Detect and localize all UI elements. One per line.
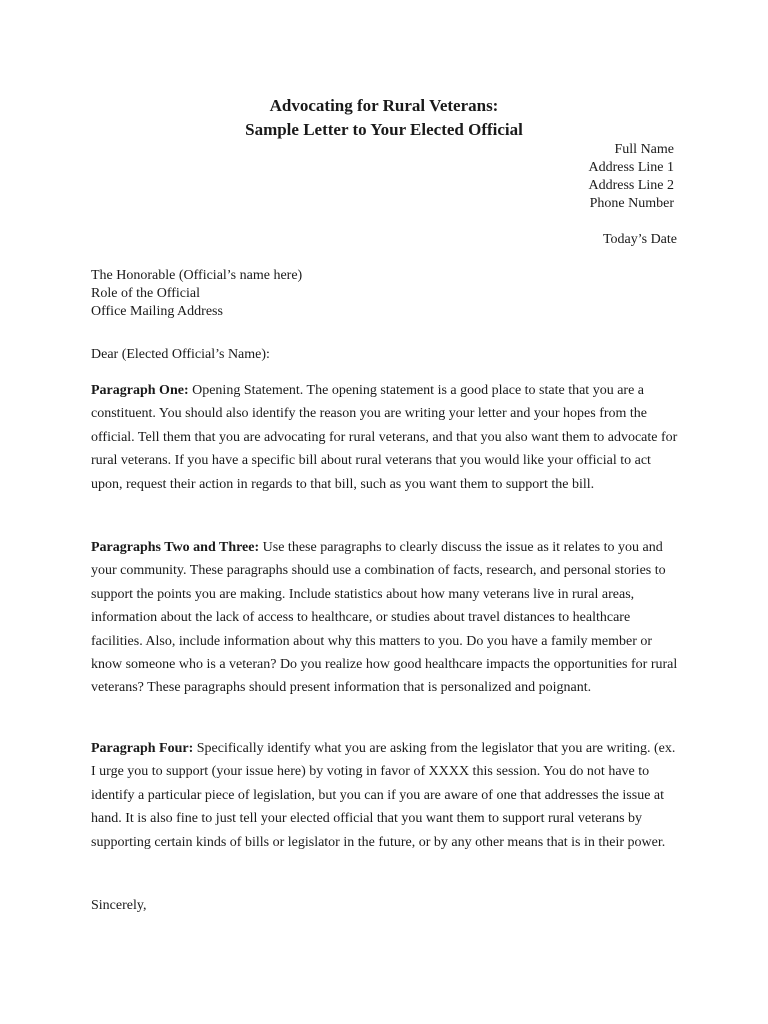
paragraph-one-heading: Paragraph One: [91, 383, 189, 398]
paragraph-four-heading: Paragraph Four: [91, 741, 194, 756]
sender-address-block [588, 141, 674, 213]
recipient-role: Role of the Official [91, 286, 200, 301]
sender-full-name: Full Name [614, 142, 674, 157]
recipient-name: The Honorable (Official’s name here) [91, 268, 303, 283]
paragraph-one [91, 379, 681, 496]
sender-phone-number: Phone Number [589, 196, 674, 211]
paragraphs-two-three [91, 536, 681, 700]
paragraph-one-text: Opening Statement. The opening statement is a good place to state that you are a constituent. You should also identify the reason you are writing your letter and your hopes from the official. Tell them that you are advocating for rural veterans, and that you also want them to advocate for rural veterans. If you have a specific bill about rural veterans that you would like your official to act upon, request their action in regards to that bill, such as you want them to support the bill. [91, 383, 678, 492]
document-title: Advocating for Rural Veterans: [269, 96, 499, 115]
salutation: Dear (Elected Official’s Name): [91, 347, 270, 362]
letter-date: Today’s Date [602, 232, 677, 247]
closing: Sincerely, [91, 898, 147, 913]
paragraph-four-text: Specifically identify what you are asking from the legislator that you are writing. (ex. I urge you to support (your issue here) by voting in favor of XXXX this session. You do not have to identify a particular piece of legislation, but you can if you are aware of one that addresses the issue at hand. It is also fine to just tell your elected official that you want them to support rural veterans by supporting certain kinds of bills or legislator in the future, or by any other means that is in their power. [91, 741, 676, 850]
document-subtitle: Sample Letter to Your Elected Official [245, 120, 523, 139]
paragraph-four [91, 737, 681, 854]
paragraphs-two-three-heading: Paragraphs Two and Three: [91, 540, 260, 555]
recipient-mailing-address: Office Mailing Address [91, 304, 223, 319]
recipient-address-block [91, 267, 302, 321]
sender-address-line-2: Address Line 2 [588, 178, 674, 193]
paragraphs-two-three-text: Use these paragraphs to clearly discuss the issue as it relates to you and your community. These paragraphs should use a combination of facts, research, and personal stories to support the points you are making. Include statistics about how many veterans live in rural areas, information about the lack of access to healthcare, or studies about travel distances to healthcare facilities. Also, include information about why this matters to you. Do you have a family member or know someone who is a veteran? Do you realize how good healthcare impacts the opportunities for rural veterans? These paragraphs should present information that is personalized and poignant. [91, 540, 678, 696]
sender-address-line-1: Address Line 1 [588, 160, 674, 175]
